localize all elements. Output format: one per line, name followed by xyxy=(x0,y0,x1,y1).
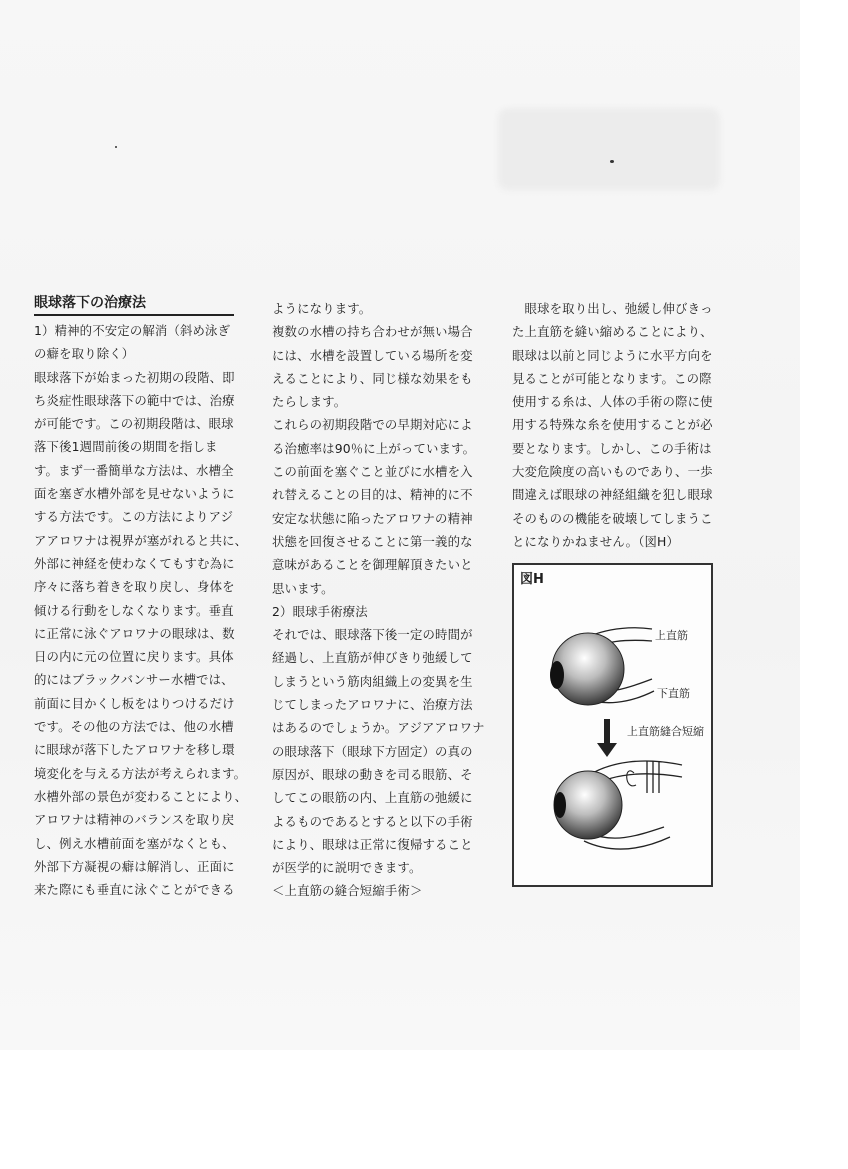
text-line: 要となります。しかし、この手術は xyxy=(512,440,712,456)
text-line: により、眼球は正常に復帰すること xyxy=(272,836,473,852)
text-line: する方法です。この方法によりアジ xyxy=(34,509,234,525)
text-line: 間違えば眼球の神経組織を犯し眼球 xyxy=(512,487,713,503)
text-line: それでは、眼球落下後一定の時間が xyxy=(272,627,473,643)
column-middle-text xyxy=(272,297,485,903)
label-inferior-rectus: 下直筋 xyxy=(657,687,690,700)
text-line: が可能です。この初期段階は、眼球 xyxy=(34,416,234,432)
text-line: です。その他の方法では、他の水槽 xyxy=(34,719,234,735)
text-line: の癖を取り除く） xyxy=(34,346,135,362)
text-line: アロワナは精神のバランスを取り戻 xyxy=(34,812,235,828)
text-line: 状態を回復させることに第一義的な xyxy=(272,533,473,549)
text-line: 傾ける行動をしなくなります。垂直 xyxy=(34,602,234,618)
scan-speck xyxy=(115,146,117,148)
text-line: 的にはブラックバンサー水槽では、 xyxy=(34,672,234,688)
text-line: 前面に目かくし板をはりつけるだけ xyxy=(34,695,235,711)
text-line: 眼球は以前と同じように水平方向を xyxy=(512,347,713,363)
scan-smudge xyxy=(498,108,720,190)
figure-h xyxy=(512,563,713,887)
text-line: す。まず一番簡単な方法は、水槽全 xyxy=(34,462,234,478)
text-line: 落下後1週間前後の期間を指しま xyxy=(34,439,218,455)
text-line: 外部下方凝視の癖は解消し、正面に xyxy=(34,858,235,874)
column-right-text xyxy=(512,297,713,553)
label-superior-rectus: 上直筋 xyxy=(655,629,688,642)
text-line: が医学的に説明できます。 xyxy=(272,860,422,876)
text-line: 外部に神経を使わなくてもすむ為に xyxy=(34,555,235,571)
text-line: 面を塞ぎ水槽外部を見せないように xyxy=(34,486,235,502)
pupil-bottom xyxy=(554,792,566,818)
text-line: はあるのでしょうか。アジアアロワナ xyxy=(272,720,485,736)
text-line: 来た際にも垂直に泳ぐことができる xyxy=(34,882,235,898)
text-line: 原因が、眼球の動きを司る眼筋、そ xyxy=(272,766,473,782)
text-line: 1）精神的不安定の解消（斜め泳ぎ xyxy=(34,323,231,338)
text-line: しまうという筋肉組織上の変異を生 xyxy=(272,673,473,689)
pupil-top xyxy=(550,661,564,689)
text-line: この前面を塞ぐこと並びに水槽を入 xyxy=(272,464,473,480)
text-line: 眼球を取り出し、弛緩し伸びきっ xyxy=(512,301,713,316)
text-line: 経過し、上直筋が伸びきり弛緩して xyxy=(272,650,473,666)
label-suture-shortening: 上直筋縫合短縮 xyxy=(627,725,704,738)
text-line: 使用する糸は、人体の手術の際に使 xyxy=(512,394,713,410)
text-line: 用する特殊な糸を使用することが必 xyxy=(512,417,713,433)
text-line: 安定な状態に陥ったアロワナの精神 xyxy=(272,510,473,526)
text-line: ＜上直筋の縫合短縮手術＞ xyxy=(272,883,423,899)
text-line: アアロワナは視界が塞がれると共に、 xyxy=(34,532,248,548)
text-line: 序々に落ち着きを取り戻し、身体を xyxy=(34,579,235,595)
text-line: 意味があることを御理解頂きたいと xyxy=(272,557,473,573)
text-line: 複数の水槽の持ち合わせが無い場合 xyxy=(272,324,473,340)
text-line: ち炎症性眼球落下の範中では、治療 xyxy=(34,392,235,408)
text-line: えることにより、同じ様な効果をも xyxy=(272,370,473,386)
text-line: そのものの機能を破壊してしまうこ xyxy=(512,510,713,526)
text-line: 見ることが可能となります。この際 xyxy=(512,370,712,386)
text-line: に正常に泳ぐアロワナの眼球は、数 xyxy=(34,625,235,641)
text-line: 2）眼球手術療法 xyxy=(272,603,368,619)
text-line: には、水槽を設置している場所を変 xyxy=(272,347,473,363)
text-line: これらの初期段階での早期対応によ xyxy=(272,417,473,433)
figure-title: 図H xyxy=(520,572,544,587)
text-line: 水槽外部の景色が変わることにより、 xyxy=(34,788,248,804)
text-line: し、例え水槽前面を塞がなくとも、 xyxy=(34,835,235,851)
text-line: じてしまったアロワナに、治療方法 xyxy=(272,697,473,713)
section-heading: 眼球落下の治療法 xyxy=(34,292,234,316)
scan-speck xyxy=(610,160,614,163)
text-line: 思います。 xyxy=(272,580,334,596)
column-left-text xyxy=(34,319,247,901)
text-line: の眼球落下（眼球下方固定）の真の xyxy=(272,743,473,759)
text-line: ようになります。 xyxy=(272,301,372,316)
arrow-down-icon xyxy=(604,719,610,745)
text-line: 眼球落下が始まった初期の段階、即 xyxy=(34,369,235,385)
text-line: た上直筋を縫い縮めることにより、 xyxy=(512,324,713,340)
text-line: る治癒率は90％に上がっています。 xyxy=(272,440,476,456)
text-line: よるものであるとすると以下の手術 xyxy=(272,813,473,829)
text-line: に眼球が落下したアロワナを移し環 xyxy=(34,742,235,758)
text-line: とになりかねません。（図H） xyxy=(512,533,680,549)
text-line: してこの眼筋の内、上直筋の弛緩に xyxy=(272,790,473,806)
text-line: れ替えることの目的は、精神的に不 xyxy=(272,487,473,503)
text-line: 境変化を与える方法が考えられます。 xyxy=(34,765,247,781)
text-line: 日の内に元の位置に戻ります。具体 xyxy=(34,649,234,665)
text-line: 大変危険度の高いものであり、一歩 xyxy=(512,464,713,480)
text-line: たらします。 xyxy=(272,394,347,410)
